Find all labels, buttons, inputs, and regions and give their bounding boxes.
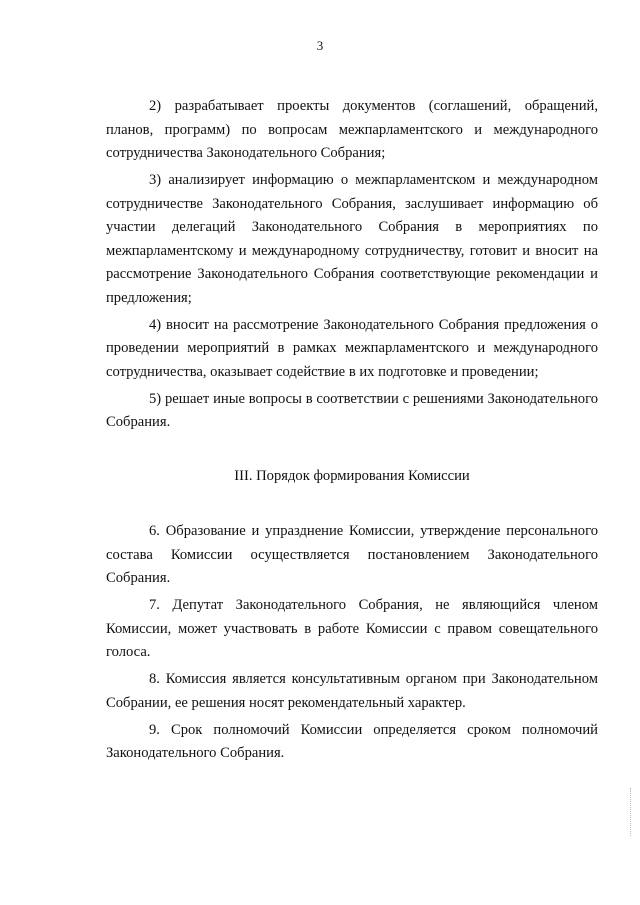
paragraph-item-3: 3) анализирует информацию о межпарламентском и международном сотрудничестве Законодательного Собрания, заслушивает информацию об участии делегаций Законодательного Собрания в мероприятиях по межпарламентскому и международному сотрудничеству, готовит и вносит на рассмотрение Законодательного Собрания соответствующие рекомендации и предложения; [106, 172, 598, 306]
paragraph-clause-7: 7. Депутат Законодательного Собрания, не являющийся членом Комиссии, может участвовать в работе Комиссии с правом совещательного голоса. [106, 597, 598, 660]
paragraph-item-4: 4) вносит на рассмотрение Законодательного Собрания предложения о проведении мероприятий в рамках межпарламентского и международного сотрудничества, оказывает содействие в их подготовке и проведении; [106, 316, 598, 380]
paragraph-clause-6: 6. Образование и упразднение Комиссии, утверждение персонального состава Комиссии осуществляется постановлением Законодательного Собрания. [106, 523, 598, 586]
section-heading: III. Порядок формирования Комиссии [234, 467, 470, 484]
scan-margin-mark [630, 788, 632, 836]
document-body [106, 95, 598, 769]
page-number: 3 [316, 38, 324, 53]
paragraph-item-2: 2) разрабатывает проекты документов (соглашений, обращений, планов, программ) по вопросам межпарламентского и международного сотрудничества Законодательного Собрания; [106, 98, 598, 161]
paragraph-clause-8: 8. Комиссия является консультативным органом при Законодательном Собрании, ее решения носят рекомендательный характер. [106, 671, 598, 711]
paragraph-clause-9: 9. Срок полномочий Комиссии определяется сроком полномочий Законодательного Собрания. [106, 721, 598, 761]
paragraph-item-5: 5) решает иные вопросы в соответствии с решениями Законодательного Собрания. [106, 390, 598, 430]
